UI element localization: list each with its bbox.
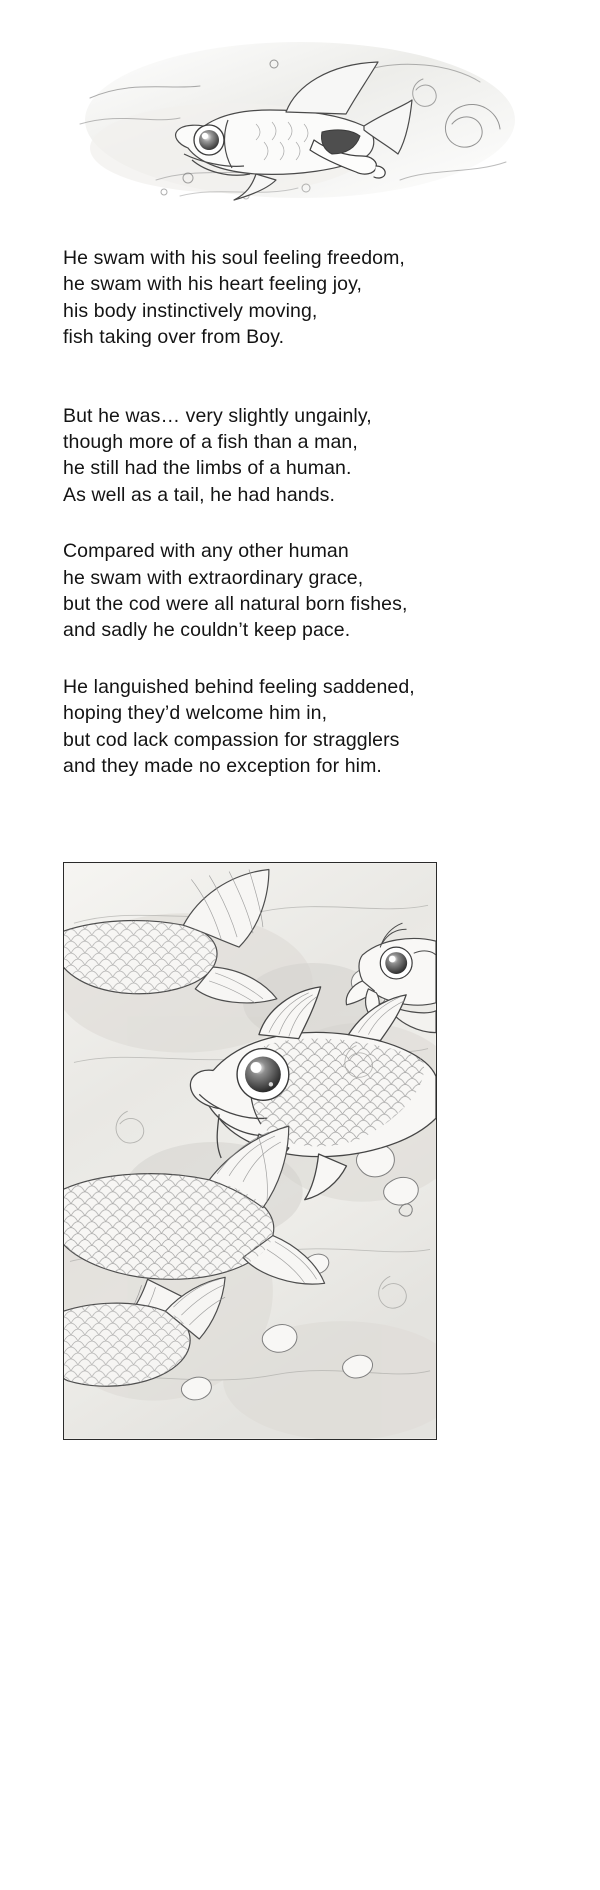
poem-line: though more of a fish than a man, (63, 431, 358, 454)
poem-line: As well as a tail, he had hands. (63, 483, 336, 506)
poem-line: fish taking over from Boy. (63, 326, 285, 349)
poem-line: he swam with extraordinary grace, (63, 566, 364, 589)
poem-stanza (63, 538, 533, 644)
poem-line: and sadly he couldn’t keep pace. (63, 619, 351, 642)
poem-line: But he was… very slightly ungainly, (63, 404, 372, 427)
poem-body (63, 245, 533, 810)
poem-line: He swam with his soul feeling freedom, (63, 247, 405, 269)
poem-line: but cod lack compassion for stragglers (63, 728, 400, 751)
poem-line: and they made no exception for him. (63, 755, 382, 778)
poem-line: he still had the limbs of a human. (63, 457, 352, 480)
poem-stanza (63, 403, 533, 509)
poem-line: He languished behind feeling saddened, (63, 675, 415, 698)
shoal-of-cod-sketch (64, 863, 436, 1439)
fish-boy-swimming-sketch (60, 28, 540, 206)
poem-line: Compared with any other human (63, 540, 349, 563)
poem-line: hoping they’d welcome him in, (63, 702, 328, 725)
poem-line: he swam with his heart feeling joy, (63, 273, 363, 296)
poem-line: his body instinctively moving, (63, 299, 318, 322)
poem-line: but the cod were all natural born fishes, (63, 593, 408, 616)
top-illustration (60, 28, 540, 206)
poem-stanza (63, 674, 533, 780)
bottom-illustration (63, 862, 437, 1440)
poem-stanza (63, 245, 533, 351)
